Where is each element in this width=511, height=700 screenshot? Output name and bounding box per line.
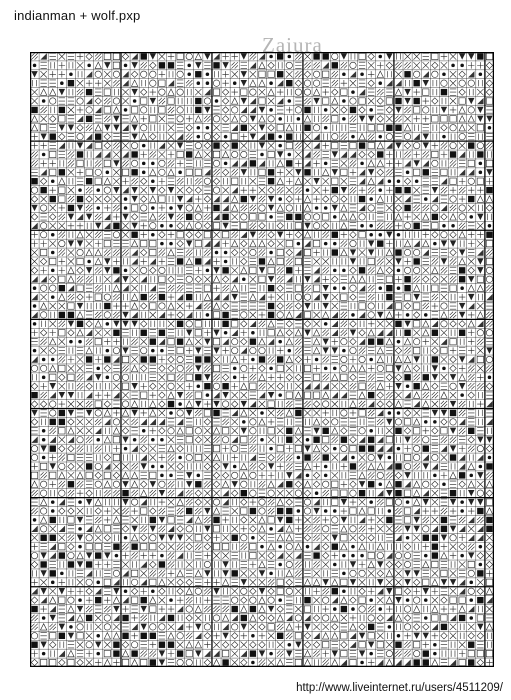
cross-stitch-chart [30,52,494,667]
file-title: indianman + wolf.pxp [14,8,141,23]
chart-symbols [31,53,492,666]
watermark: Zaiura [262,33,323,57]
footer-url: http://www.liveinternet.ru/users/4511209/ [296,682,503,694]
